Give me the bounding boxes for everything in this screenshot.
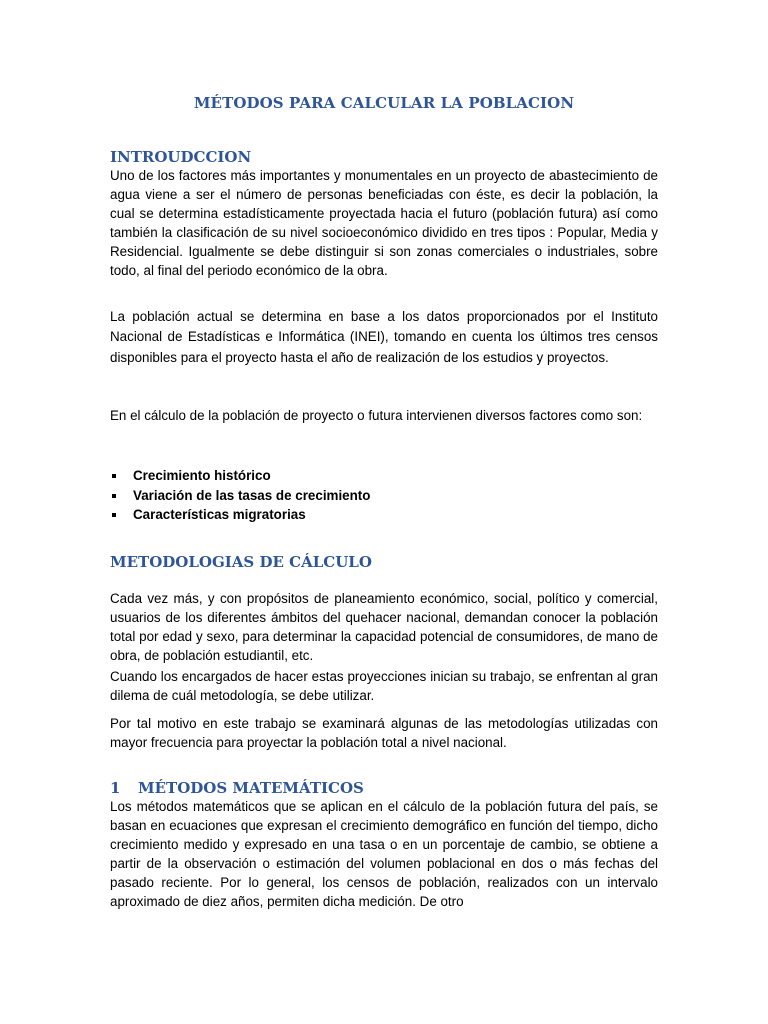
metodologias-heading-block — [110, 553, 658, 571]
intro-paragraph-3: En el cálculo de la población de proyecto o futura intervienen diversos factores como son: — [110, 408, 643, 423]
section-number: 1 — [110, 779, 121, 797]
metodologias-paragraph-2: Cuando los encargados de hacer estas proyecciones inician su trabajo, se enfrentan al gran dilema de cuál metodología, se debe utilizar. — [110, 669, 658, 703]
document-title: MÉTODOS PARA CALCULAR LA POBLACION — [193, 94, 575, 112]
factors-list — [110, 466, 658, 525]
metodologias-paragraph-1: Cada vez más, y con propósitos de planeamiento económico, social, político y comercial, usuarios de los diferentes ámbitos del quehacer nacional, demandan conocer la población total por edad y sexo, para determinar la capacidad potencial de consumidores, de mano de obra, de población estudiantil, etc. — [110, 591, 658, 663]
intro-heading-block — [110, 148, 658, 166]
intro-paragraph-1-block — [110, 167, 658, 280]
list-item: Características migratorias — [110, 505, 658, 525]
intro-paragraph-3-block — [110, 406, 658, 426]
matematicos-paragraph-1: Los métodos matemáticos que se aplican en el cálculo de la población futura del país, se basan en ecuaciones que expresan el crecimiento demográfico en función del tiempo, dicho crecimiento medido y expresado en una tasa o en un porcentaje de cambio, se obtiene a partir de la observación o estimación del volumen poblacional en dos o más fechas del pasado reciente. Por lo general, los censos de población, realizados con un intervalo aproximado de diez años, permiten dicha medición. De otro — [110, 799, 658, 909]
list-item: Crecimiento histórico — [110, 466, 658, 486]
matematicos-heading-block — [110, 779, 658, 797]
matematicos-paragraph-1-block — [110, 798, 658, 911]
metodologias-paragraph-1-block — [110, 590, 658, 666]
metodologias-paragraph-2-block — [110, 668, 658, 706]
metodologias-paragraph-3-block — [110, 715, 658, 753]
factors-list-block — [110, 466, 658, 525]
intro-heading: INTROUDCCION — [110, 148, 252, 166]
intro-paragraph-2-block — [110, 307, 658, 368]
intro-paragraph-1: Uno de los factores más importantes y monumentales en un proyecto de abastecimiento de agua viene a ser el número de personas beneficiadas con éste, es decir la población, la cual se determina estadísticamente proyectada hacia el futuro (población futura) así como también la clasificación de su nivel socioeconómico dividido en tres tipos : Popular, Media y Residencial. Igualmente se debe distinguir si son zonas comerciales o industriales, sobre todo, al final del periodo económico de la obra. — [110, 168, 658, 278]
matematicos-heading — [110, 779, 658, 797]
intro-paragraph-2: La población actual se determina en base a los datos proporcionados por el Instituto Nacional de Estadísticas e Informática (INEI), tomando en cuenta los últimos tres censos disponibles para el proyecto hasta el año de realización de los estudios y proyectos. — [110, 309, 658, 365]
metodologias-heading: METODOLOGIAS DE CÁLCULO — [110, 553, 372, 571]
matematicos-heading-text: MÉTODOS MATEMÁTICOS — [138, 779, 364, 797]
metodologias-paragraph-3: Por tal motivo en este trabajo se examinará algunas de las metodologías utilizadas con mayor frecuencia para proyectar la población total a nivel nacional. — [110, 716, 658, 750]
list-item: Variación de las tasas de crecimiento — [110, 486, 658, 506]
